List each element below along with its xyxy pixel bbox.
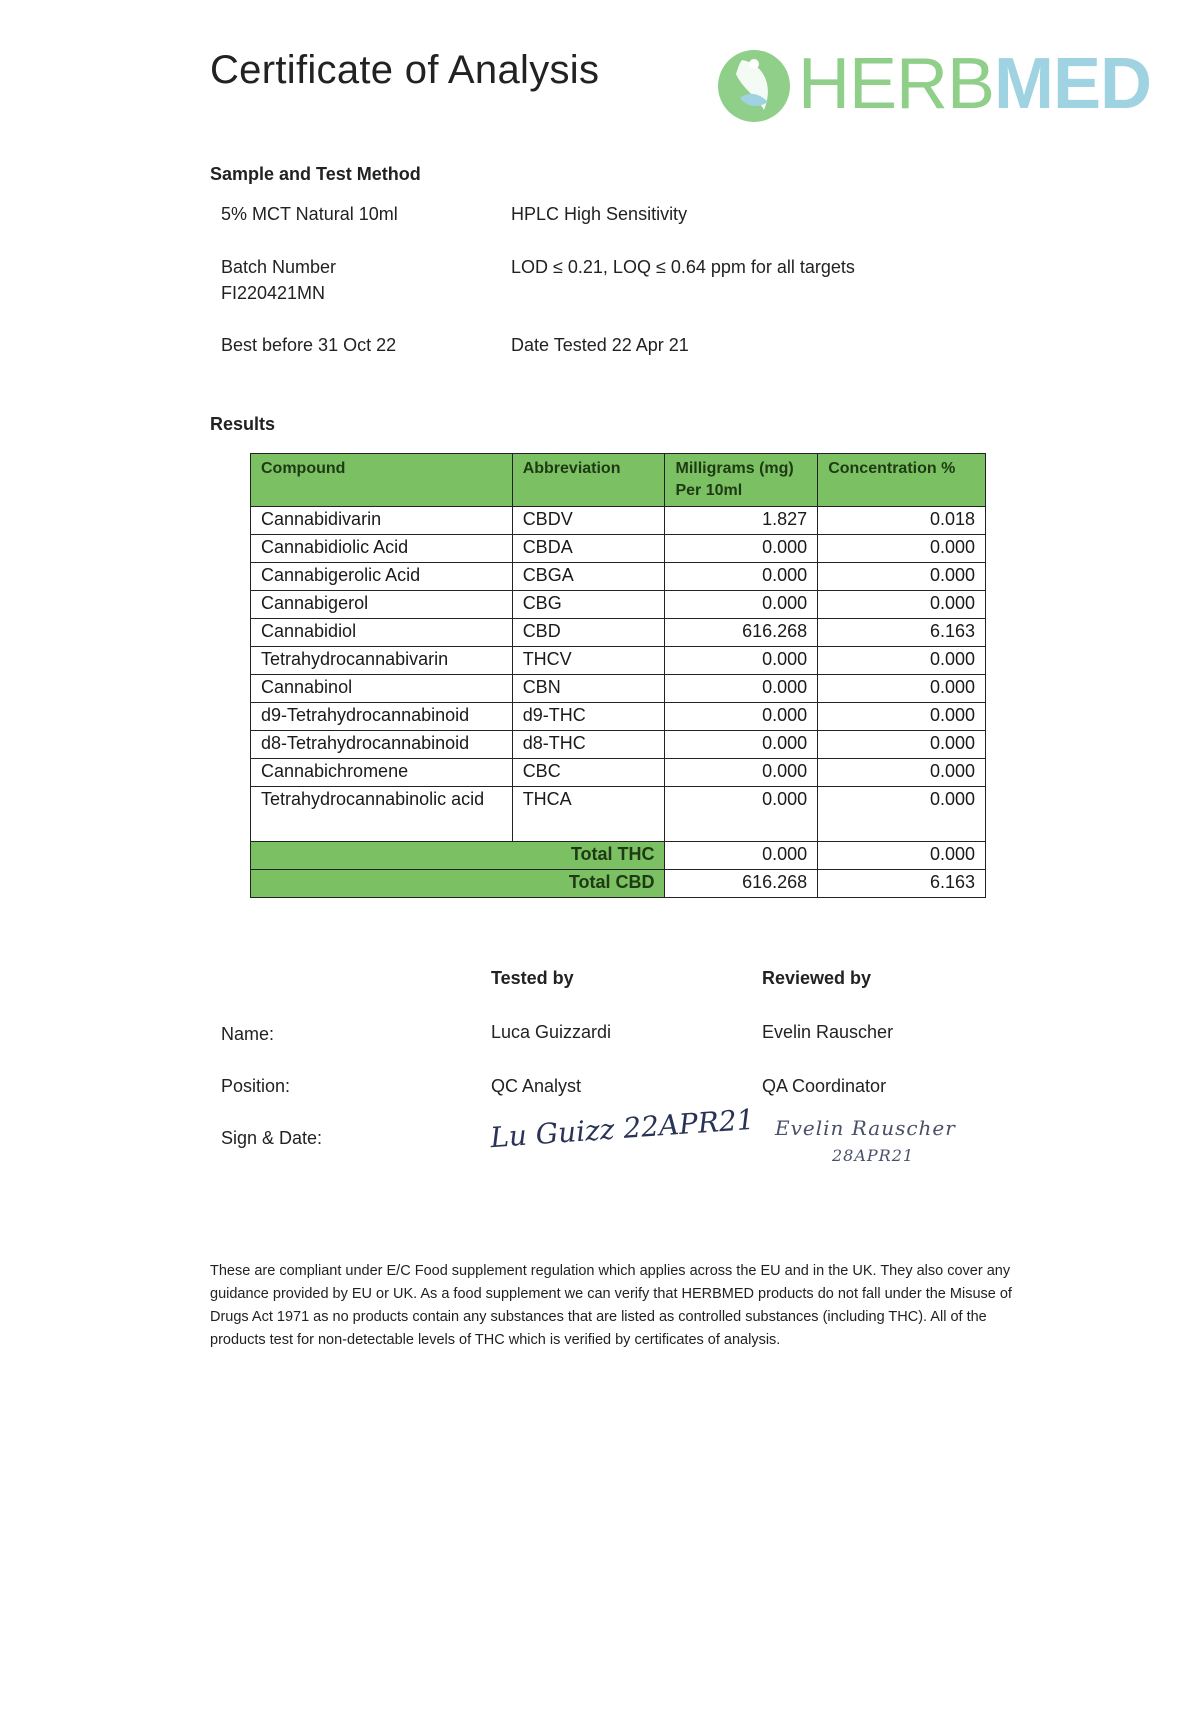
reviewer-sign-date: 28APR21	[832, 1146, 915, 1165]
table-row	[251, 703, 986, 731]
concentration-cell: 0.000	[818, 647, 986, 675]
compound-cell: Cannabidiolic Acid	[251, 535, 513, 563]
tester-position: QC Analyst	[491, 1076, 582, 1096]
concentration-cell: 0.000	[818, 703, 986, 731]
compound-cell: Tetrahydrocannabinolic acid	[251, 787, 513, 842]
batch-number-value: FI220421MN	[221, 283, 326, 303]
total-cbd-label: Total CBD	[251, 870, 665, 898]
milligrams-cell: 0.000	[665, 535, 818, 563]
abbreviation-cell: d9-THC	[512, 703, 665, 731]
column-header-abbreviation: Abbreviation	[512, 454, 665, 507]
total-thc-row	[251, 842, 986, 870]
total-cbd-row	[251, 870, 986, 898]
milligrams-cell: 0.000	[665, 591, 818, 619]
milligrams-cell: 0.000	[665, 731, 818, 759]
concentration-cell: 0.000	[818, 591, 986, 619]
concentration-cell: 0.000	[818, 535, 986, 563]
abbreviation-cell: CBC	[512, 759, 665, 787]
concentration-cell: 0.000	[818, 675, 986, 703]
sign-date-label: Sign & Date:	[221, 1128, 323, 1148]
total-thc-label: Total THC	[251, 842, 665, 870]
concentration-cell: 6.163	[818, 619, 986, 647]
leaf-logo-icon	[712, 40, 796, 130]
table-row	[251, 675, 986, 703]
tested-by-heading: Tested by	[491, 968, 574, 988]
abbreviation-cell: CBG	[512, 591, 665, 619]
table-row	[251, 787, 986, 842]
column-header-milligrams-line2: Per 10ml	[675, 482, 743, 499]
tester-signature: Lu Guizz 22APR21	[489, 1102, 756, 1155]
compliance-statement: These are compliant under E/C Food supplement regulation which applies across the EU and in the UK. They also cover any guidance provided by EU or UK. As a food supplement we can verify that HERBMED products do not fall under the Misuse of Drugs Act 1971 as no products contain any substances that are listed as controlled substances (including THC). All of the products test for non-detectable levels of THC which is verified by certificates of analysis.	[210, 1263, 1012, 1348]
column-header-compound: Compound	[251, 454, 513, 507]
milligrams-cell: 0.000	[665, 787, 818, 842]
table-row	[251, 563, 986, 591]
compound-cell: Cannabigerol	[251, 591, 513, 619]
compound-cell: Tetrahydrocannabivarin	[251, 647, 513, 675]
tester-name: Luca Guizzardi	[491, 1022, 612, 1042]
concentration-cell: 0.000	[818, 787, 986, 842]
abbreviation-cell: THCA	[512, 787, 665, 842]
reviewer-signature: Evelin Rauscher	[775, 1116, 956, 1140]
abbreviation-cell: THCV	[512, 647, 665, 675]
sample-section-heading: Sample and Test Method	[210, 164, 421, 184]
product-name: 5% MCT Natural 10ml	[221, 204, 398, 224]
concentration-cell: 0.000	[818, 563, 986, 591]
column-header-concentration: Concentration %	[818, 454, 986, 507]
total-thc-concentration: 0.000	[818, 842, 986, 870]
compound-cell: Cannabidivarin	[251, 507, 513, 535]
batch-number-label: Batch Number	[221, 257, 337, 277]
date-tested: Date Tested 22 Apr 21	[511, 335, 689, 355]
compound-cell: d9-Tetrahydrocannabinoid	[251, 703, 513, 731]
table-row	[251, 535, 986, 563]
table-row	[251, 591, 986, 619]
abbreviation-cell: CBD	[512, 619, 665, 647]
abbreviation-cell: CBGA	[512, 563, 665, 591]
milligrams-cell: 0.000	[665, 647, 818, 675]
position-label: Position:	[221, 1076, 291, 1096]
results-heading: Results	[210, 414, 276, 434]
table-row	[251, 507, 986, 535]
milligrams-cell: 0.000	[665, 759, 818, 787]
compound-cell: d8-Tetrahydrocannabinoid	[251, 731, 513, 759]
concentration-cell: 0.000	[818, 731, 986, 759]
abbreviation-cell: CBDA	[512, 535, 665, 563]
abbreviation-cell: d8-THC	[512, 731, 665, 759]
compound-cell: Cannabidiol	[251, 619, 513, 647]
reviewed-by-heading: Reviewed by	[762, 968, 872, 988]
best-before: Best before 31 Oct 22	[221, 335, 397, 355]
concentration-cell: 0.000	[818, 759, 986, 787]
detection-limits: LOD ≤ 0.21, LOQ ≤ 0.64 ppm for all targets	[511, 257, 855, 277]
table-row	[251, 619, 986, 647]
abbreviation-cell: CBDV	[512, 507, 665, 535]
column-header-milligrams-line1: Milligrams (mg)	[675, 460, 794, 477]
milligrams-cell: 0.000	[665, 675, 818, 703]
concentration-cell: 0.018	[818, 507, 986, 535]
abbreviation-cell: CBN	[512, 675, 665, 703]
table-row	[251, 759, 986, 787]
table-row	[251, 647, 986, 675]
page-title: Certificate of Analysis	[210, 48, 600, 92]
milligrams-cell: 1.827	[665, 507, 818, 535]
compound-cell: Cannabichromene	[251, 759, 513, 787]
logo-herb-text: HERB	[798, 44, 995, 124]
total-thc-milligrams: 0.000	[665, 842, 818, 870]
compound-cell: Cannabigerolic Acid	[251, 563, 513, 591]
test-method: HPLC High Sensitivity	[511, 204, 688, 224]
logo-wordmark	[798, 44, 1151, 124]
milligrams-cell: 0.000	[665, 563, 818, 591]
reviewer-name: Evelin Rauscher	[762, 1022, 894, 1042]
total-cbd-concentration: 6.163	[818, 870, 986, 898]
milligrams-cell: 616.268	[665, 619, 818, 647]
name-label: Name:	[221, 1024, 275, 1044]
milligrams-cell: 0.000	[665, 703, 818, 731]
logo-med-text: MED	[994, 44, 1152, 124]
compound-cell: Cannabinol	[251, 675, 513, 703]
column-header-milligrams	[665, 454, 818, 507]
table-header-row	[251, 454, 986, 507]
herbmed-logo	[712, 40, 1152, 130]
total-cbd-milligrams: 616.268	[665, 870, 818, 898]
table-row	[251, 731, 986, 759]
results-table	[250, 453, 986, 898]
reviewer-position: QA Coordinator	[762, 1076, 887, 1096]
